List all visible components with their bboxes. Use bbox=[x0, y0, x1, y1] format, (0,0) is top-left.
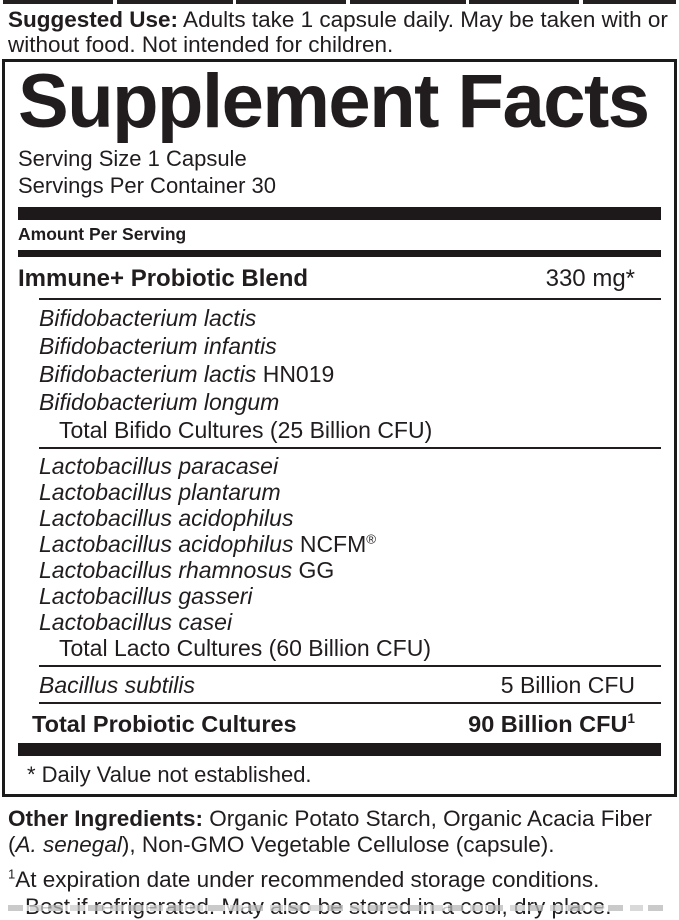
blend-name: Immune+ Probiotic Blend bbox=[18, 265, 309, 292]
other-ingredients-line1: Organic Potato Starch, Organic Acacia Fiber bbox=[203, 806, 652, 831]
bifido-total: Total Bifido Cultures (25 Billion CFU) bbox=[59, 417, 433, 443]
serving-size: Serving Size 1 Capsule bbox=[18, 146, 247, 171]
suggested-use bbox=[0, 4, 679, 57]
species-name: Lactobacillus acidophilus bbox=[39, 505, 294, 531]
lacto-group bbox=[18, 449, 661, 665]
species-item bbox=[18, 557, 661, 583]
other-ingredients bbox=[0, 797, 679, 858]
species-item bbox=[18, 583, 661, 609]
species-item bbox=[18, 388, 661, 416]
divider-thick-bottom bbox=[18, 743, 661, 756]
species-name: Lactobacillus casei bbox=[39, 609, 233, 635]
other-ingredients-line2 bbox=[8, 832, 555, 857]
species-name: Bifidobacterium lactis bbox=[39, 361, 257, 387]
species-name: Lactobacillus rhamnosus bbox=[39, 557, 293, 583]
species-name-senegal: A. senegal bbox=[15, 832, 122, 857]
suggested-use-label: Suggested Use: bbox=[8, 7, 179, 32]
species-name: Lactobacillus plantarum bbox=[39, 479, 281, 505]
footnote-marker-1: 1 bbox=[627, 711, 635, 727]
species-name: Lactobacillus paracasei bbox=[39, 453, 279, 479]
species-name: Bifidobacterium longum bbox=[39, 389, 280, 415]
species-name: Lactobacillus acidophilus bbox=[39, 531, 294, 557]
species-item bbox=[18, 531, 661, 557]
species-item bbox=[18, 505, 661, 531]
total-probiotic-amount: 90 Billion CFU bbox=[468, 711, 628, 737]
supplement-facts-panel bbox=[2, 59, 677, 797]
species-item bbox=[18, 453, 661, 479]
paren-open: ( bbox=[8, 832, 16, 857]
blend-amount: 330 mg* bbox=[545, 265, 635, 292]
other-ingredients-line2-rest: ), Non-GMO Vegetable Cellulose (capsule). bbox=[121, 832, 555, 857]
storage-footnote-line1: At expiration date under recommended storage conditions. bbox=[15, 867, 600, 892]
cropped-text-remnant-bottom bbox=[8, 905, 669, 911]
strain-name: HN019 bbox=[256, 361, 335, 387]
suggested-use-line2: without food. Not intended for children. bbox=[8, 31, 394, 57]
footnote-marker-1: 1 bbox=[8, 866, 16, 882]
species-name: Lactobacillus gasseri bbox=[39, 583, 253, 609]
daily-value-footnote: * Daily Value not established. bbox=[27, 762, 312, 787]
species-item bbox=[18, 304, 661, 332]
panel-title: Supplement Facts bbox=[18, 59, 649, 144]
strain-name: GG bbox=[292, 557, 335, 583]
servings-per-container: Servings Per Container 30 bbox=[18, 173, 277, 198]
amount-per-serving-header: Amount Per Serving bbox=[18, 224, 187, 244]
bifido-group bbox=[18, 300, 661, 447]
total-probiotic-row bbox=[18, 704, 661, 743]
blend-row bbox=[18, 257, 661, 298]
divider-thick-top bbox=[18, 207, 661, 220]
strain-name: NCFM bbox=[293, 531, 367, 557]
species-item bbox=[18, 609, 661, 635]
other-ingredients-label: Other Ingredients: bbox=[8, 806, 204, 831]
bacillus-amount: 5 Billion CFU bbox=[500, 672, 635, 698]
species-item bbox=[18, 360, 661, 388]
species-name: Bifidobacterium infantis bbox=[39, 333, 277, 359]
bacillus-row bbox=[18, 667, 661, 702]
bacillus-name: Bacillus subtilis bbox=[39, 672, 195, 698]
species-item bbox=[18, 479, 661, 505]
species-item bbox=[18, 332, 661, 360]
total-probiotic-label: Total Probiotic Cultures bbox=[32, 711, 297, 737]
lacto-total: Total Lacto Cultures (60 Billion CFU) bbox=[59, 635, 431, 661]
species-name: Bifidobacterium lactis bbox=[39, 305, 257, 331]
total-probiotic-value bbox=[468, 710, 661, 738]
suggested-use-line1: Adults take 1 capsule daily. May be taken with or bbox=[178, 7, 668, 32]
divider-medium bbox=[18, 250, 661, 257]
registered-mark: ® bbox=[366, 531, 377, 547]
